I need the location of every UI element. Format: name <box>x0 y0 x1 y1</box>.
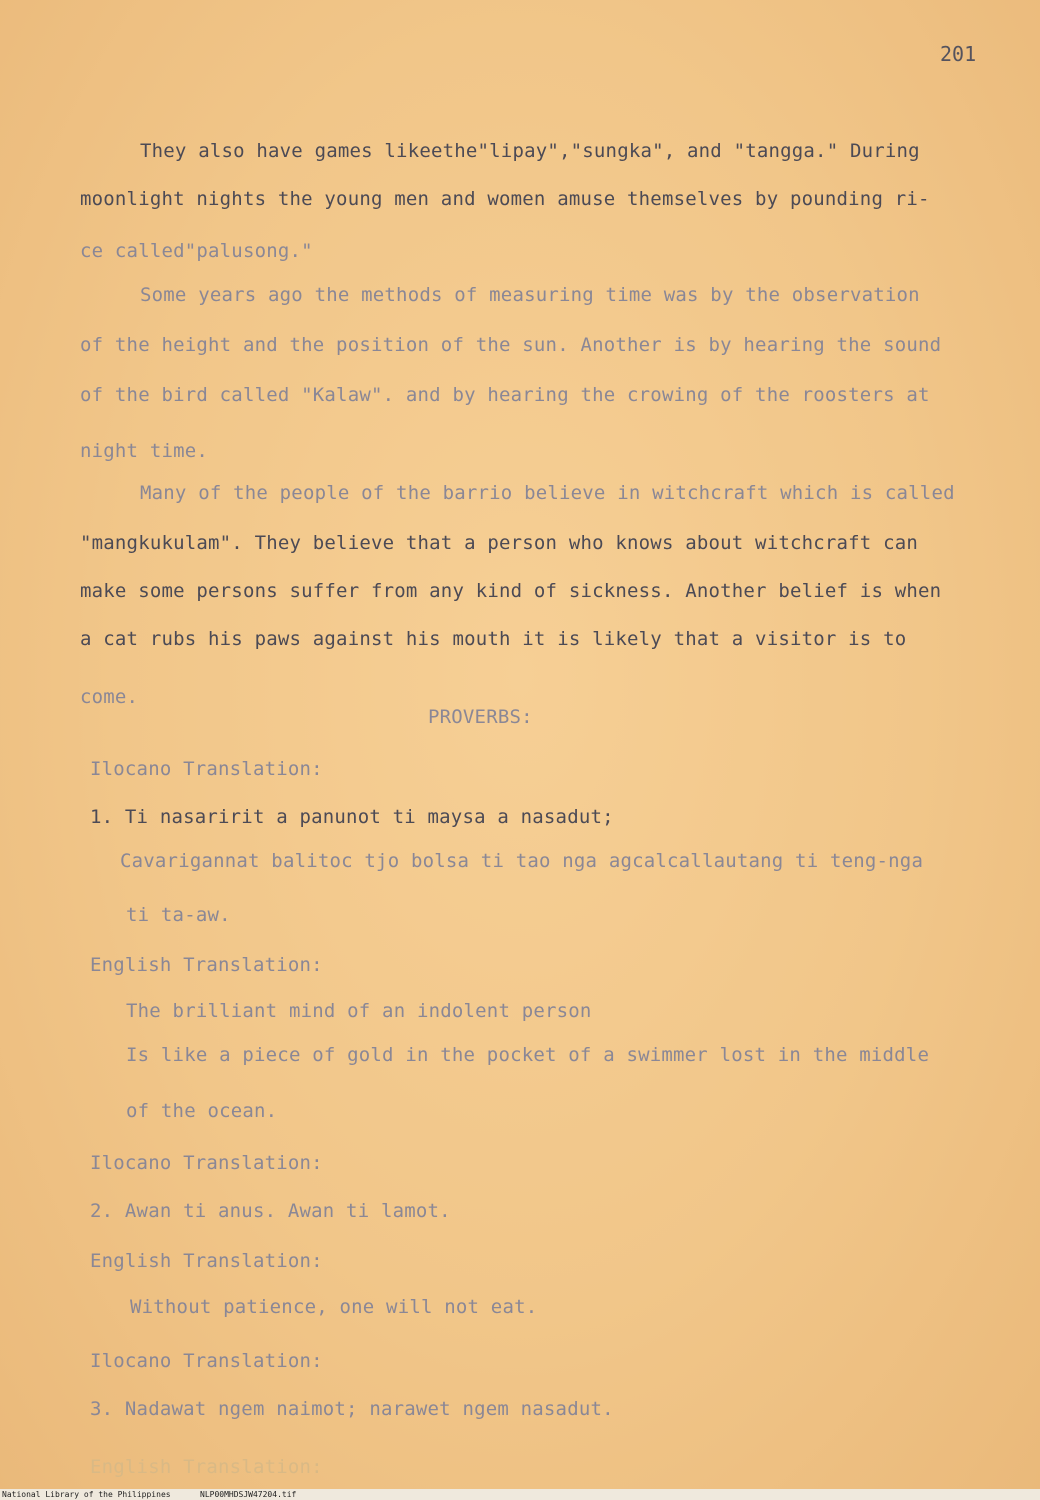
paragraph-beliefs-line-5: come. <box>80 686 139 708</box>
paragraph-beliefs-line-2: "mangkukulam". They believe that a person who knows about witchcraft can <box>80 532 919 554</box>
footer-library: National Library of the Philippines <box>2 1490 171 1499</box>
p3-english-label: English Translation: <box>90 1456 323 1478</box>
paragraph-beliefs-line-3: make some persons suffer from any kind of sickness. Another belief is when <box>80 580 942 602</box>
p1-english-line-1: The brilliant mind of an indolent person <box>126 1000 592 1022</box>
footer-file-id: NLP00MHDSJW47204.tif <box>200 1490 297 1499</box>
paragraph-beliefs-line-1: Many of the people of the barrio believe in witchcraft which is called <box>140 482 955 504</box>
paragraph-time-line-1: Some years ago the methods of measuring time was by the observation <box>140 284 920 306</box>
p3-ilocano-line: 3. Nadawat ngem naimot; narawet ngem nasadut. <box>90 1398 614 1420</box>
paragraph-time-line-4: night time. <box>80 440 209 462</box>
paragraph-games-line-3: ce called"palusong." <box>80 240 313 262</box>
p2-english-label: English Translation: <box>90 1250 323 1272</box>
proverbs-heading: PROVERBS: <box>428 706 533 728</box>
scan-footer <box>0 1489 1040 1500</box>
p3-ilocano-label: Ilocano Translation: <box>90 1350 323 1372</box>
p1-english-label: English Translation: <box>90 954 323 976</box>
paragraph-time-line-2: of the height and the position of the sun. Another is by hearing the sound <box>80 334 942 356</box>
p1-ilocano-label: Ilocano Translation: <box>90 758 323 780</box>
p1-ilocano-line-1: 1. Ti nasaririt a panunot ti maysa a nasadut; <box>90 806 614 828</box>
page-number: 201 <box>940 42 977 66</box>
p1-english-line-3: of the ocean. <box>126 1100 278 1122</box>
p2-ilocano-label: Ilocano Translation: <box>90 1152 323 1174</box>
p1-english-line-2: Is like a piece of gold in the pocket of a swimmer lost in the middle <box>126 1044 930 1066</box>
p2-ilocano-line: 2. Awan ti anus. Awan ti lamot. <box>90 1200 451 1222</box>
p2-english-line: Without patience, one will not eat. <box>130 1296 538 1318</box>
paragraph-games-line-1: They also have games likeethe"lipay","sungka", and "tangga." During <box>140 140 920 162</box>
p1-ilocano-line-2: Cavarigannat balitoc tjo bolsa ti tao nga agcalcallautang ti teng-nga <box>120 850 924 872</box>
paragraph-games-line-2: moonlight nights the young men and women amuse themselves by pounding ri- <box>80 188 930 210</box>
paragraph-beliefs-line-4: a cat rubs his paws against his mouth it is likely that a visitor is to <box>80 628 907 650</box>
p1-ilocano-line-3: ti ta-aw. <box>126 904 231 926</box>
paragraph-time-line-3: of the bird called "Kalaw". and by hearing the crowing of the roosters at <box>80 384 930 406</box>
